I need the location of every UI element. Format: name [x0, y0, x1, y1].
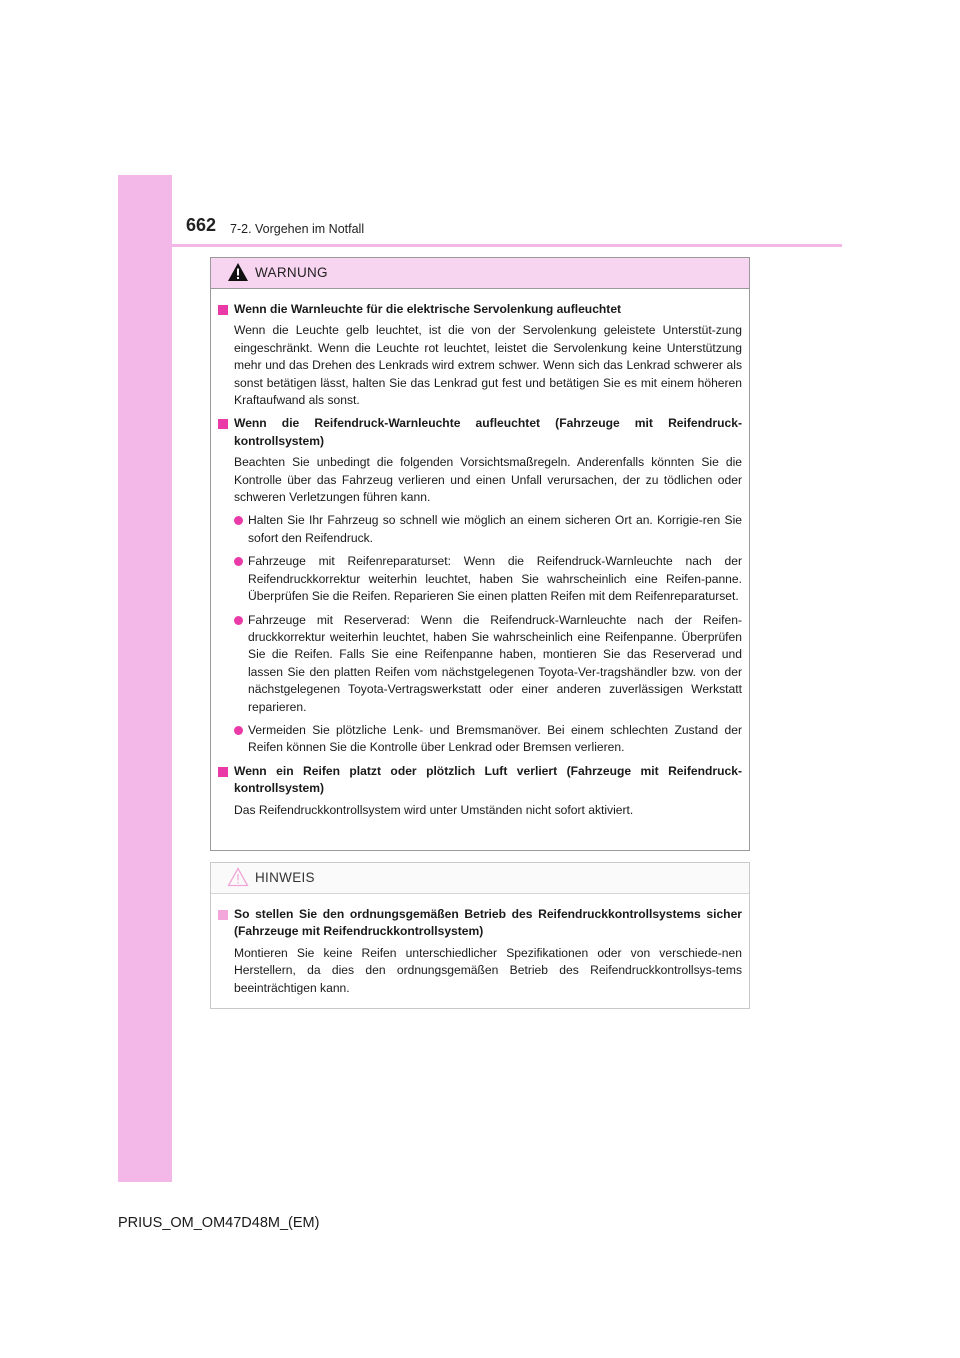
- round-bullet-icon: [234, 557, 243, 566]
- page-number: 662: [186, 215, 217, 235]
- warning-text-reifendruck: Beachten Sie unbedingt die folgenden Vorsichtsmaßregeln. Anderenfalls könnten Sie die Kontrolle über das Fahrzeug verlieren und einen Unfall verursachen, der zu tödlichen oder schweren Verletzungen führen kann.: [234, 455, 742, 505]
- page-header: [172, 212, 842, 246]
- note-header: [211, 863, 749, 894]
- caution-triangle-outline-icon: [227, 867, 249, 887]
- square-bullet-icon: [218, 767, 228, 777]
- warning-heading-servolenkung: Wenn die Warnleuchte für die elektrische Servolenkung aufleuchtet: [218, 301, 742, 318]
- note-body: [211, 894, 749, 997]
- warning-box: [210, 257, 750, 851]
- round-bullet-icon: [234, 616, 243, 625]
- warning-triangle-icon: [227, 262, 249, 282]
- round-bullet-icon: [234, 726, 243, 735]
- note-heading: So stellen Sie den ordnungsgemäßen Betrieb des Reifendruckkontrollsystems sicher (Fahrzeuge mit Reifendruckkontrollsystem): [218, 906, 742, 941]
- list-item: Vermeiden Sie plötzliche Lenk- und Bremsmanöver. Bei einem schlechten Zustand der Reifen können Sie die Kontrolle über Lenkrad oder Bremsen verlieren.: [218, 722, 742, 757]
- note-label: HINWEIS: [255, 870, 315, 885]
- square-bullet-icon: [218, 910, 228, 920]
- warning-label: WARNUNG: [255, 265, 328, 280]
- square-bullet-icon: [218, 305, 228, 315]
- round-bullet-icon: [234, 516, 243, 525]
- side-tab-strip: [118, 175, 172, 1182]
- warning-text-reifenplatzer: Das Reifendruckkontrollsystem wird unter Umständen nicht sofort aktiviert.: [234, 802, 634, 817]
- note-text: Montieren Sie keine Reifen unterschiedlicher Spezifikationen oder von verschiede-nen Herstellern, da dies den ordnungsgemäßen Betrieb des Reifendruckkontrollsys-tems beeinträchtigen kann.: [234, 945, 742, 995]
- section-title: 7-2. Vorgehen im Notfall: [230, 222, 365, 236]
- warning-heading-reifenplatzer: Wenn ein Reifen platzt oder plötzlich Luft verliert (Fahrzeuge mit Reifendruck-kontrollsystem): [218, 763, 742, 798]
- warning-text-servolenkung: Wenn die Leuchte gelb leuchtet, ist die von der Servolenkung geleistete Unterstüt-zung eingeschränkt. Wenn die Leuchte rot leuchtet, leistet die Servolenkung keine Unterstützung mehr und das Drehen des Lenkrads wird extrem schwer. Wenn sich das Lenkrad schwerer als sonst betätigen lässt, halten Sie das Lenkrad gut fest und betätigen Sie es mit einem höheren Kraftaufwand als sonst.: [234, 323, 742, 408]
- document-code: PRIUS_OM_OM47D48M_(EM): [118, 1215, 320, 1231]
- list-item: Halten Sie Ihr Fahrzeug so schnell wie möglich an einem sicheren Ort an. Korrigie-ren Sie sofort den Reifendruck.: [218, 512, 742, 547]
- list-item: Fahrzeuge mit Reserverad: Wenn die Reifendruck-Warnleuchte nach der Reifen-druckkorrektur weiterhin leuchtet, haben Sie wahrscheinlich eine Reifenpanne. Überprüfen Sie die Reifen. Falls Sie eine Reifenpanne haben, montieren Sie das Reserverad und lassen Sie den platten Reifen vom nächstgelegenen Toyota-Ver-tragshändler bzw. von der nächstgelegenen Toyota-Vertragswerkstatt oder einer anderen zuverlässigen Werkstatt reparieren.: [218, 612, 742, 716]
- warning-header: [211, 258, 749, 289]
- warning-heading-reifendruck: Wenn die Reifendruck-Warnleuchte aufleuchtet (Fahrzeuge mit Reifendruck-kontrollsystem): [218, 415, 742, 450]
- list-item: Fahrzeuge mit Reifenreparaturset: Wenn die Reifendruck-Warnleuchte nach der Reifendruckkorrektur weiterhin leuchtet, haben Sie wahrscheinlich eine Reifen-panne. Überprüfen Sie die Reifen. Reparieren Sie einen platten Reifen mit dem Reifenreparaturset.: [218, 553, 742, 605]
- note-box: [210, 862, 750, 1009]
- header-rule: [118, 244, 842, 247]
- warning-body: [211, 289, 749, 819]
- square-bullet-icon: [218, 419, 228, 429]
